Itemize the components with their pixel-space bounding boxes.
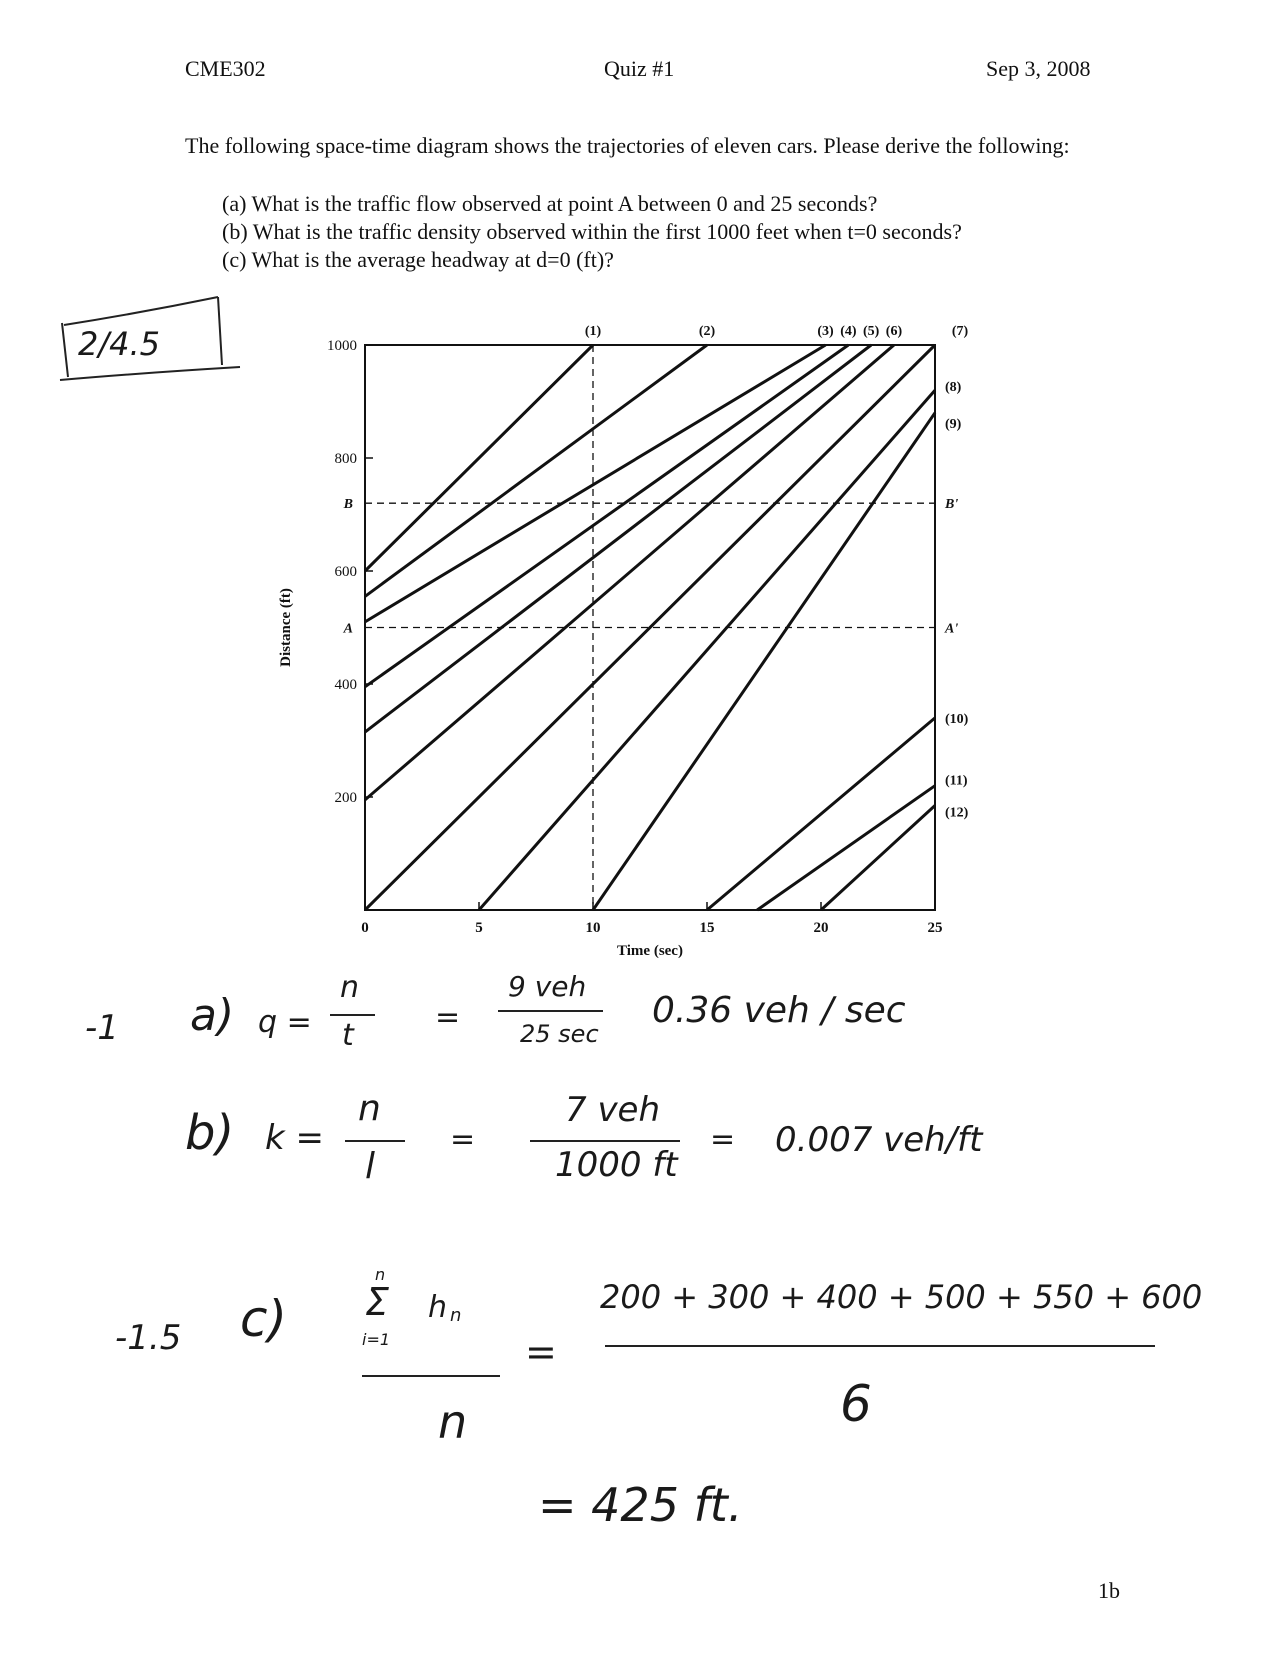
trajectory-label: (12) xyxy=(945,805,969,821)
question-list xyxy=(222,190,962,274)
trajectory-label: (7) xyxy=(951,324,969,339)
answer-a-frac2-den: 25 sec xyxy=(520,1020,599,1048)
x-tick-label: 15 xyxy=(699,920,715,936)
trajectory-4 xyxy=(365,345,848,687)
trajectory-label: (2) xyxy=(698,324,716,339)
answer-a-eq: = xyxy=(435,1000,461,1035)
trajectory-label: (1) xyxy=(584,324,602,339)
x-tick-label: 10 xyxy=(585,920,601,936)
y-tick-label: 600 xyxy=(334,564,357,580)
trajectory-2 xyxy=(365,345,707,596)
trajectory-11 xyxy=(757,786,935,910)
answer-b-eq2: = xyxy=(710,1122,736,1157)
trajectory-5 xyxy=(365,345,871,732)
answer-b-frac1-bar xyxy=(345,1140,405,1142)
answer-a-frac1-bar xyxy=(330,1014,375,1016)
score-text: 2/4.5 xyxy=(78,325,161,363)
y-tick-label: 400 xyxy=(334,677,357,693)
x-tick-label: 20 xyxy=(813,920,829,936)
reference-label-left: B xyxy=(343,497,353,513)
answer-b-frac2-den: 1000 ft xyxy=(555,1145,678,1185)
answer-b-eq: = xyxy=(450,1122,476,1157)
course-code: CME302 xyxy=(185,56,266,81)
page-number: 1b xyxy=(1098,1578,1120,1603)
answer-a-frac1-den: t xyxy=(342,1018,354,1053)
answer-a-lhs: q = xyxy=(258,1005,312,1040)
answer-b-frac1-num: n xyxy=(358,1088,381,1129)
quiz-date: Sep 3, 2008 xyxy=(986,56,1091,81)
reference-label-right: A' xyxy=(945,621,959,637)
space-time-chart xyxy=(270,310,970,959)
answer-b-frac2-bar xyxy=(530,1140,680,1142)
trajectory-label: (9) xyxy=(945,416,962,432)
trajectory-10 xyxy=(707,718,935,910)
answer-c-sum-sub: n xyxy=(450,1305,462,1326)
answer-b-frac2-num: 7 veh xyxy=(565,1090,661,1130)
score-mark xyxy=(40,295,215,390)
x-axis-label: Time (sec) xyxy=(617,943,683,959)
reference-label-left: A xyxy=(343,621,353,637)
answer-b-lhs: k = xyxy=(265,1118,324,1158)
trajectory-label: (4) xyxy=(840,324,857,339)
y-axis-label: Distance (ft) xyxy=(278,588,294,667)
x-tick-label: 25 xyxy=(927,920,943,936)
answer-c-lhs-bar xyxy=(362,1375,500,1377)
reference-label-right: B' xyxy=(945,497,959,513)
answer-c-denominator: 6 xyxy=(840,1375,872,1433)
y-tick-label: 800 xyxy=(334,451,357,467)
answer-c-sum-bottom: i=1 xyxy=(362,1330,391,1349)
answer-b-frac1-den: l xyxy=(365,1146,376,1187)
question-b: (b) What is the traffic density observed within the first 1000 feet when t=0 seconds? xyxy=(222,219,962,244)
answer-c-result: = 425 ft. xyxy=(538,1478,743,1532)
answer-a-label: a) xyxy=(190,990,235,1041)
prompt-text: The following space-time diagram shows the trajectories of eleven cars. Please derive the following: xyxy=(185,133,1070,158)
answer-a-frac2-num: 9 veh xyxy=(508,970,587,1003)
deduction-c: -1.5 xyxy=(115,1318,182,1358)
y-tick-label: 200 xyxy=(334,790,357,806)
trajectory-label: (5) xyxy=(862,324,880,339)
answer-a-frac1-num: n xyxy=(340,970,360,1005)
trajectory-9 xyxy=(593,413,935,910)
trajectory-label: (10) xyxy=(945,711,969,727)
answer-b-label: b) xyxy=(185,1105,235,1161)
trajectory-label: (6) xyxy=(885,324,903,339)
trajectory-3 xyxy=(365,345,826,622)
answer-c-label: c) xyxy=(240,1290,287,1348)
answer-c-numerator: 200 + 300 + 400 + 500 + 550 + 600 xyxy=(600,1278,1203,1316)
x-tick-label: 0 xyxy=(361,920,369,936)
answer-c-eq: = xyxy=(525,1330,557,1374)
answer-c-main-bar xyxy=(605,1345,1155,1347)
answer-c-sum-top: n xyxy=(375,1265,386,1284)
trajectory-label: (8) xyxy=(945,380,962,396)
trajectory-label: (11) xyxy=(945,773,968,789)
y-tick-label: 1000 xyxy=(327,338,357,354)
deduction-a: -1 xyxy=(85,1008,119,1048)
quiz-title: Quiz #1 xyxy=(604,56,675,81)
question-a: (a) What is the traffic flow observed at point A between 0 and 25 seconds? xyxy=(222,191,878,216)
x-tick-label: 5 xyxy=(475,920,483,936)
answer-c-sum-term: h xyxy=(428,1290,448,1325)
answer-a-result: 0.36 veh / sec xyxy=(652,990,906,1031)
answer-a-frac2-bar xyxy=(498,1010,603,1012)
question-c: (c) What is the average headway at d=0 (ft)? xyxy=(222,247,614,272)
sigma-icon: Σ xyxy=(365,1280,390,1324)
answer-b-result: 0.007 veh/ft xyxy=(775,1120,983,1160)
answer-c-frac-den: n xyxy=(438,1395,468,1449)
trajectory-12 xyxy=(821,805,935,910)
trajectory-1 xyxy=(365,345,593,571)
trajectory-label: (3) xyxy=(817,324,834,339)
